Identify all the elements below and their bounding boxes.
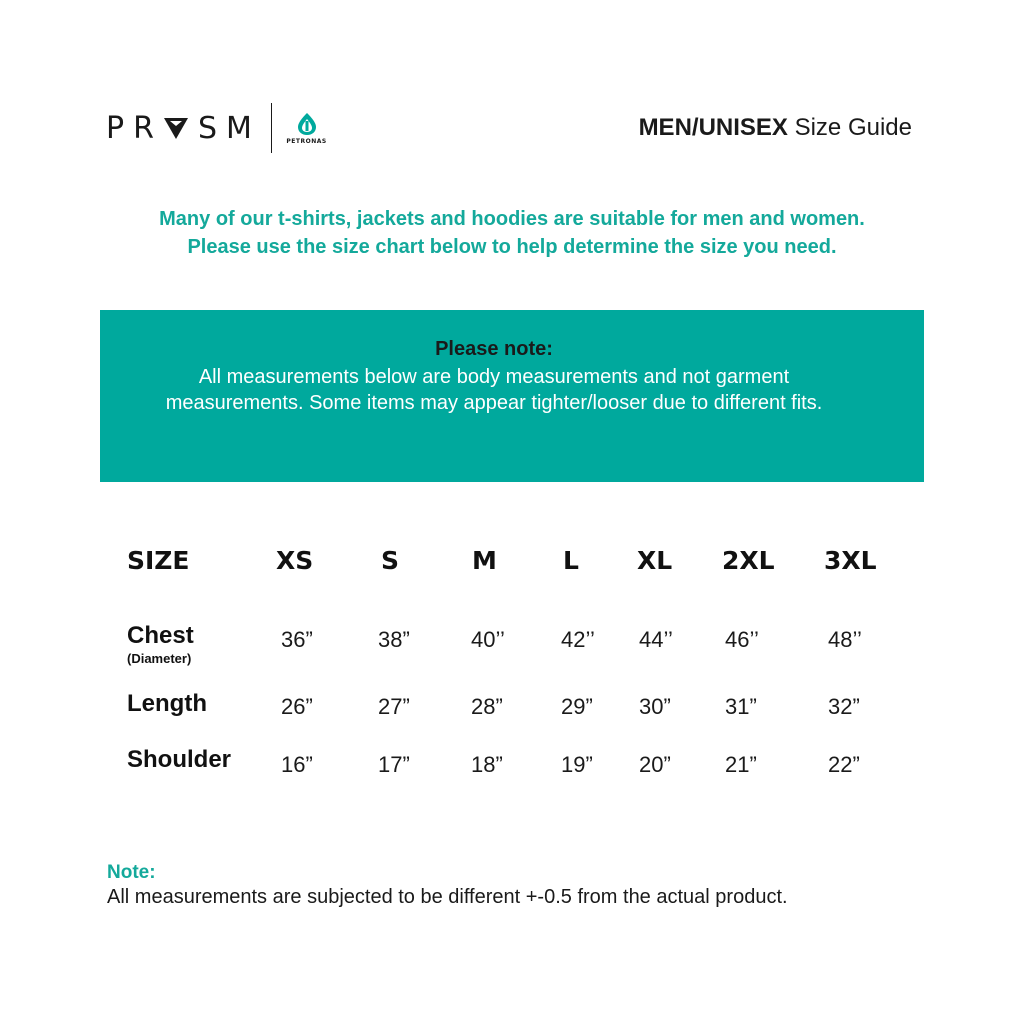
size-header-xs: XS [276,546,314,575]
length-value-xl: 30” [639,694,671,719]
shoulder-value-m: 18” [471,752,503,777]
chest-value-xs: 36” [281,627,313,652]
chest-value-s: 38” [378,627,410,652]
brand-letter-s: S [197,110,226,146]
shoulder-value-xl: 20” [639,752,671,777]
size-header-2xl: 2XL [722,546,775,575]
header [106,100,912,156]
petronas-logo [286,111,326,145]
please-note-title: Please note: [435,338,553,360]
size-header-3xl: 3XL [824,546,877,575]
size-header-s: S [381,546,400,575]
shoulder-value-xs: 16” [281,752,313,777]
petronas-drop-icon [294,111,320,137]
logo-divider [271,103,273,153]
footer-note-title: Note: [107,862,156,883]
size-header-label: SIZE [127,546,190,575]
size-header-xl: XL [637,546,673,575]
chest-value-l: 42’’ [561,627,595,652]
chest-value-xl: 44’’ [639,627,673,652]
shoulder-value-l: 19” [561,752,593,777]
length-value-xs: 26” [281,694,313,719]
size-header-l: L [563,546,579,575]
shoulder-value-2xl: 21” [725,752,757,777]
brand-letter-r: R [133,110,163,146]
row-label-length: Length [127,690,207,717]
chest-value-m: 40’’ [471,627,505,652]
shoulder-value-3xl: 22” [828,752,860,777]
page-title [639,114,912,142]
please-note-box [100,310,924,482]
brand-logo[interactable] [106,100,327,156]
title-category: MEN/UNISEX [638,114,788,141]
prysm-triangle-icon [163,115,189,141]
intro-text [60,205,964,261]
length-value-m: 28” [471,694,503,719]
length-value-l: 29” [561,694,593,719]
prysm-wordmark [106,111,261,146]
brand-letter-p: P [106,110,134,146]
intro-line-1: Many of our t-shirts, jackets and hoodies are suitable for men and women. [159,208,865,230]
row-label-chest: Chest [127,622,194,649]
row-label-shoulder: Shoulder [127,746,232,773]
shoulder-value-s: 17” [378,752,410,777]
petronas-wordmark: PETRONAS [286,138,327,145]
brand-letter-m: M [226,110,261,146]
size-header-m: M [472,546,497,575]
title-suffix: Size Guide [787,114,912,141]
chest-value-3xl: 48’’ [828,627,862,652]
length-value-s: 27” [378,694,410,719]
chest-value-2xl: 46’’ [725,627,759,652]
length-value-3xl: 32” [828,694,860,719]
row-sublabel-chest: (Diameter) [127,651,192,666]
please-note-body: All measurements below are body measurements and not garment measurements. Some items may appear tighter/looser due to different fits. [165,366,823,414]
intro-line-2: Please use the size chart below to help determine the size you need. [187,236,837,258]
footer-note-body: All measurements are subjected to be different +-0.5 from the actual product. [107,886,788,908]
length-value-2xl: 31” [725,694,757,719]
